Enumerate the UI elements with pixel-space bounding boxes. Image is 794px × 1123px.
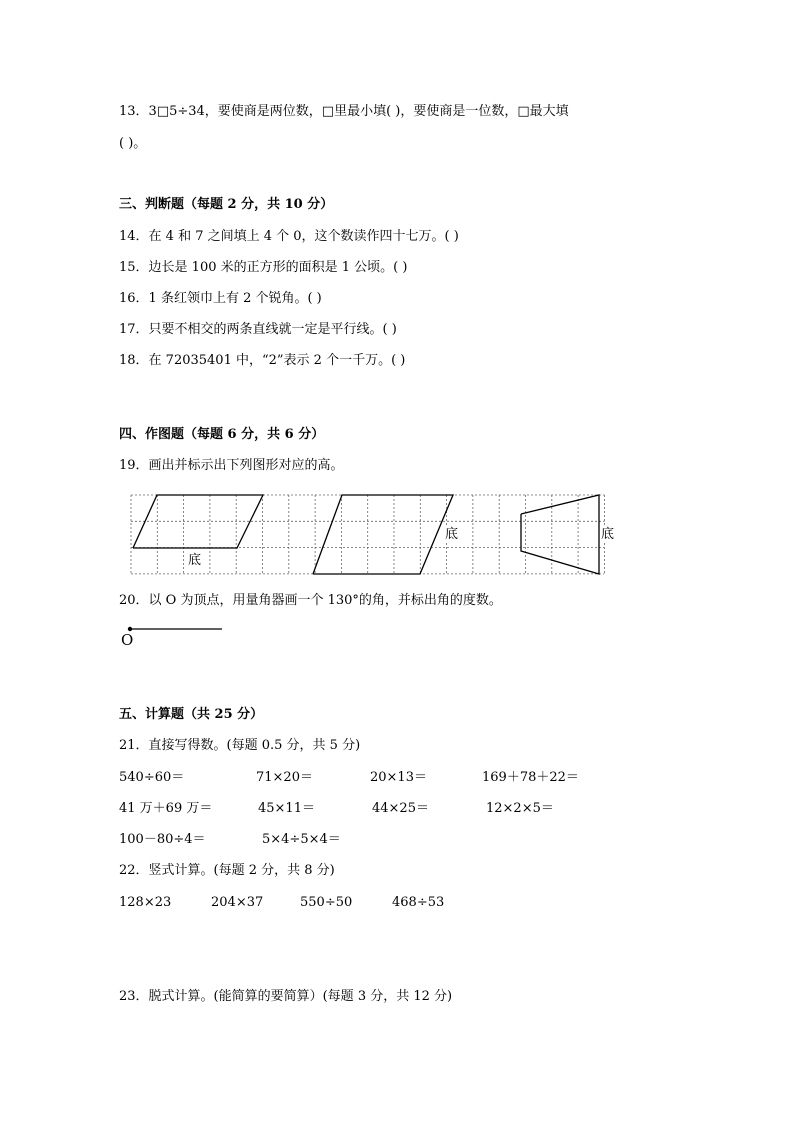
vertical-calc-3: 550÷50 (300, 895, 353, 910)
ray-figure (122, 620, 232, 640)
calc-r1-c4: 169＋78＋22＝ (482, 770, 579, 785)
calc-r2-c4: 12×2×5＝ (486, 801, 554, 816)
shape-grid-figure (128, 490, 628, 580)
base-label-1: 底 (188, 553, 202, 568)
vertex-label: O (121, 631, 134, 649)
trapezoid (521, 495, 599, 574)
q20-text: 20．以 O 为顶点，用量角器画一个 130°的角，并标出角的度数。 (119, 593, 502, 608)
q18-item: 18．在 72035401 中，“2”表示 2 个一千万。( ) (119, 353, 406, 368)
calc-r1-c1: 540÷60＝ (119, 770, 185, 785)
q15-item: 15．边长是 100 米的正方形的面积是 1 公顷。( ) (119, 260, 408, 275)
calc-r3-c1: 100－80÷4＝ (119, 832, 206, 847)
calc-r1-c2: 71×20＝ (256, 770, 313, 785)
section5-heading: 五、计算题（共 25 分） (119, 707, 264, 722)
q21-text: 21．直接写得数。(每题 0.5 分，共 5 分) (119, 738, 361, 753)
q13-line2: ( )。 (119, 136, 147, 151)
q22-text: 22．竖式计算。(每题 2 分，共 8 分) (119, 863, 335, 878)
q13-line1: 13．3□5÷34，要使商是两位数，□里最小填( )，要使商是一位数，□最大填 (119, 104, 569, 119)
section3-heading: 三、判断题（每题 2 分，共 10 分） (119, 197, 334, 212)
calc-r2-c3: 44×25＝ (372, 801, 429, 816)
q17-item: 17．只要不相交的两条直线就一定是平行线。( ) (119, 322, 397, 337)
calc-r3-c2: 5×4÷5×4＝ (262, 832, 341, 847)
calc-r2-c1: 41 万＋69 万＝ (119, 801, 213, 816)
base-label-3: 底 (601, 527, 615, 542)
q14-item: 14．在 4 和 7 之间填上 4 个 0，这个数读作四十七万。( ) (119, 229, 459, 244)
q23-text: 23．脱式计算。(能简算的要简算）(每题 3 分，共 12 分) (119, 989, 453, 1004)
vertical-calc-1: 128×23 (119, 895, 172, 910)
calc-r1-c3: 20×13＝ (370, 770, 427, 785)
calc-r2-c2: 45×11＝ (258, 801, 315, 816)
dashed-grid (131, 495, 604, 574)
q16-item: 16．1 条红领巾上有 2 个锐角。( ) (119, 291, 322, 306)
vertical-calc-4: 468÷53 (392, 895, 445, 910)
vertical-calc-2: 204×37 (211, 895, 264, 910)
q19-text: 19．画出并标示出下列图形对应的高。 (119, 458, 344, 473)
section4-heading: 四、作图题（每题 6 分，共 6 分） (119, 427, 325, 442)
base-label-2: 底 (445, 527, 459, 542)
parallelogram-2 (313, 495, 453, 574)
